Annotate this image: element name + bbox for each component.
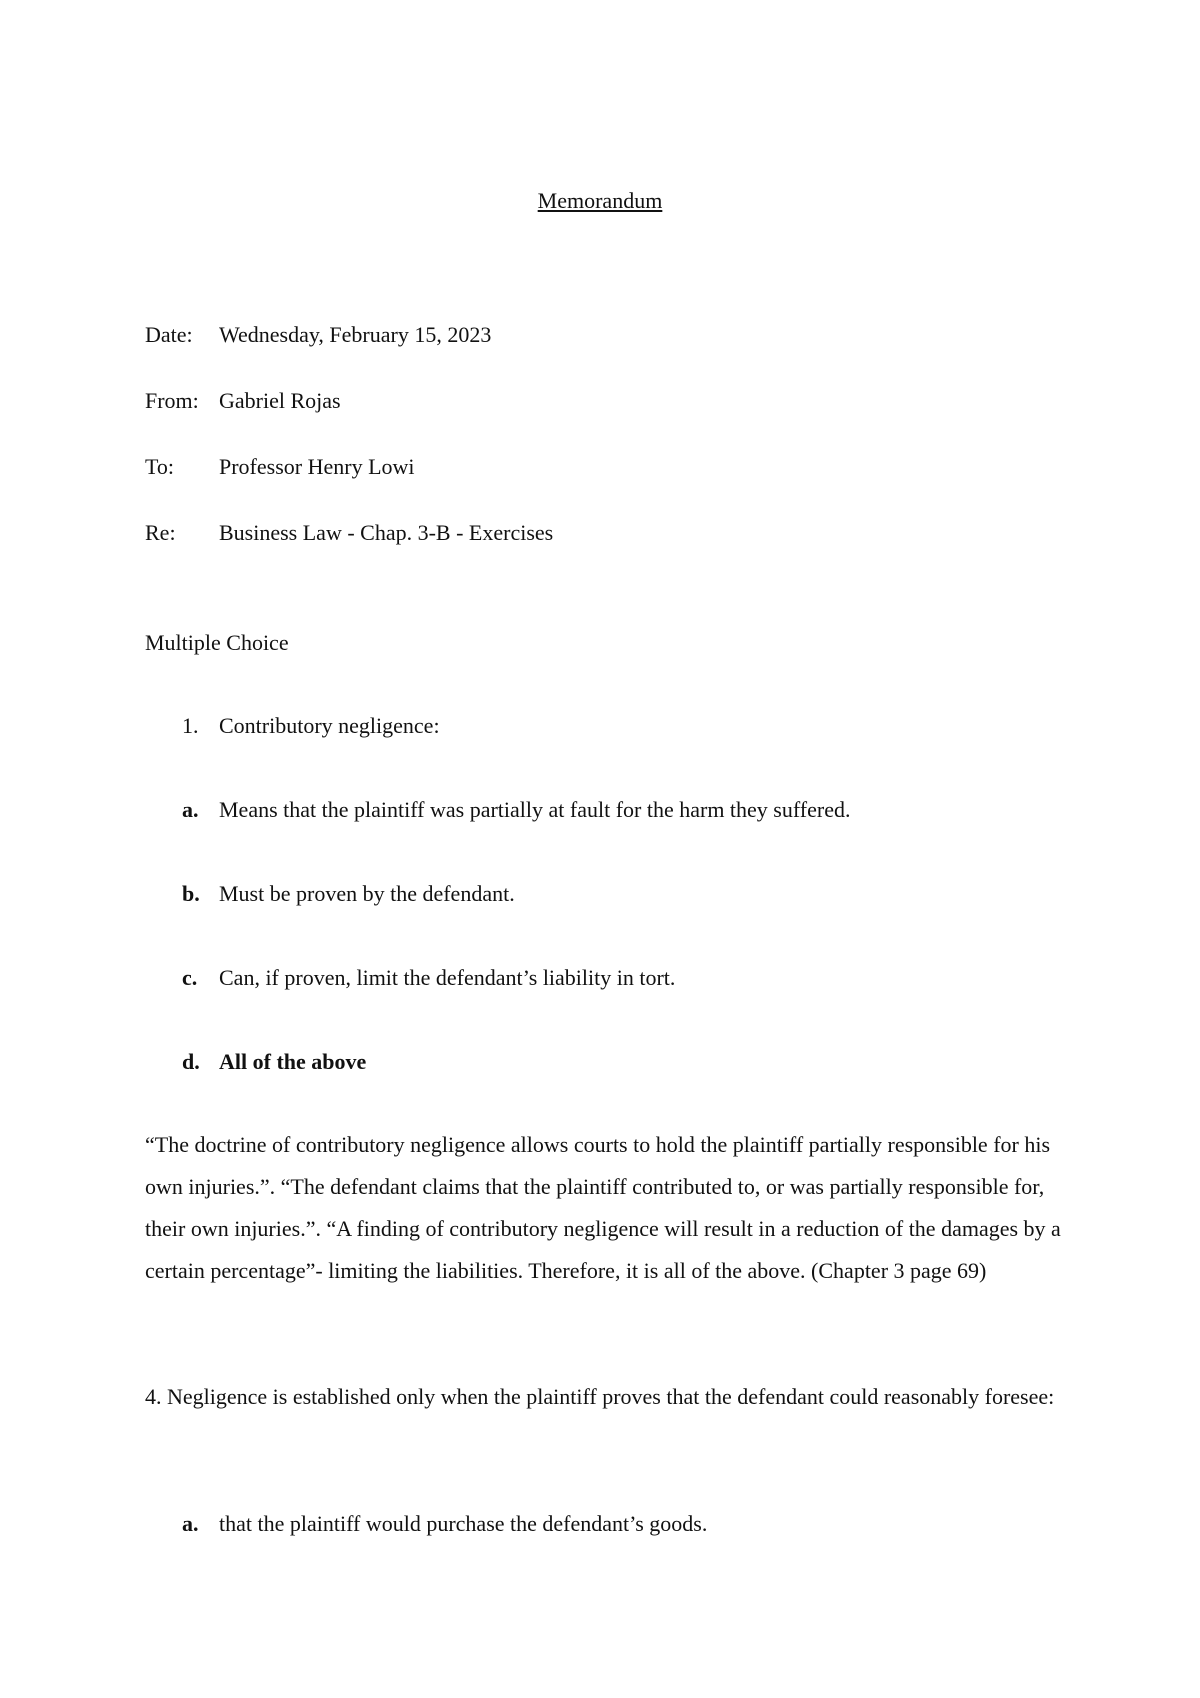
header-from-row xyxy=(145,386,341,416)
re-label: Re: xyxy=(145,520,176,545)
question-1-option-a xyxy=(182,795,850,825)
to-label: To: xyxy=(145,454,175,479)
option-text: Can, if proven, limit the defendant’s liability in tort. xyxy=(219,965,676,990)
option-letter: c. xyxy=(182,965,198,990)
date-label: Date: xyxy=(145,322,193,347)
section-title: Multiple Choice xyxy=(145,630,289,655)
option-text: All of the above xyxy=(219,1049,367,1074)
question-1-explanation: “The doctrine of contributory negligence allows courts to hold the plaintiff partially responsible for his own injuries.”. “The defendant claims that the plaintiff contributed to, or was partially responsible for, their own injuries.”. “A finding of contributory negligence will result in a reduction of the damages by a certain percentage”- limiting the liabilities. Therefore, it is all of the above. (Chapter 3 page 69) xyxy=(145,1132,1061,1283)
header-date-row xyxy=(145,320,491,350)
header-re-row xyxy=(145,518,553,548)
option-letter: a. xyxy=(182,1511,199,1536)
from-value: Gabriel Rojas xyxy=(219,388,341,413)
option-text: Must be proven by the defendant. xyxy=(219,881,515,906)
question-4-option-a xyxy=(182,1509,707,1539)
question-1-option-b xyxy=(182,879,515,909)
memo-title: Memorandum xyxy=(537,188,663,213)
question-4-text: 4. Negligence is established only when the plaintiff proves that the defendant could reasonably foresee: xyxy=(145,1384,1055,1409)
option-letter: a. xyxy=(182,797,199,822)
option-text: Means that the plaintiff was partially at fault for the harm they suffered. xyxy=(219,797,851,822)
option-letter: b. xyxy=(182,881,200,906)
question-1-text: Contributory negligence: xyxy=(219,713,440,738)
re-value: Business Law - Chap. 3-B - Exercises xyxy=(219,520,554,545)
option-text: that the plaintiff would purchase the defendant’s goods. xyxy=(219,1511,708,1536)
option-letter: d. xyxy=(182,1049,200,1074)
from-label: From: xyxy=(145,388,199,413)
question-1-option-c xyxy=(182,963,675,993)
header-to-row xyxy=(145,452,415,482)
question-1-number: 1. xyxy=(182,713,199,738)
date-value: Wednesday, February 15, 2023 xyxy=(219,322,492,347)
question-1-option-d xyxy=(182,1047,366,1077)
to-value: Professor Henry Lowi xyxy=(219,454,415,479)
question-1 xyxy=(182,711,440,741)
